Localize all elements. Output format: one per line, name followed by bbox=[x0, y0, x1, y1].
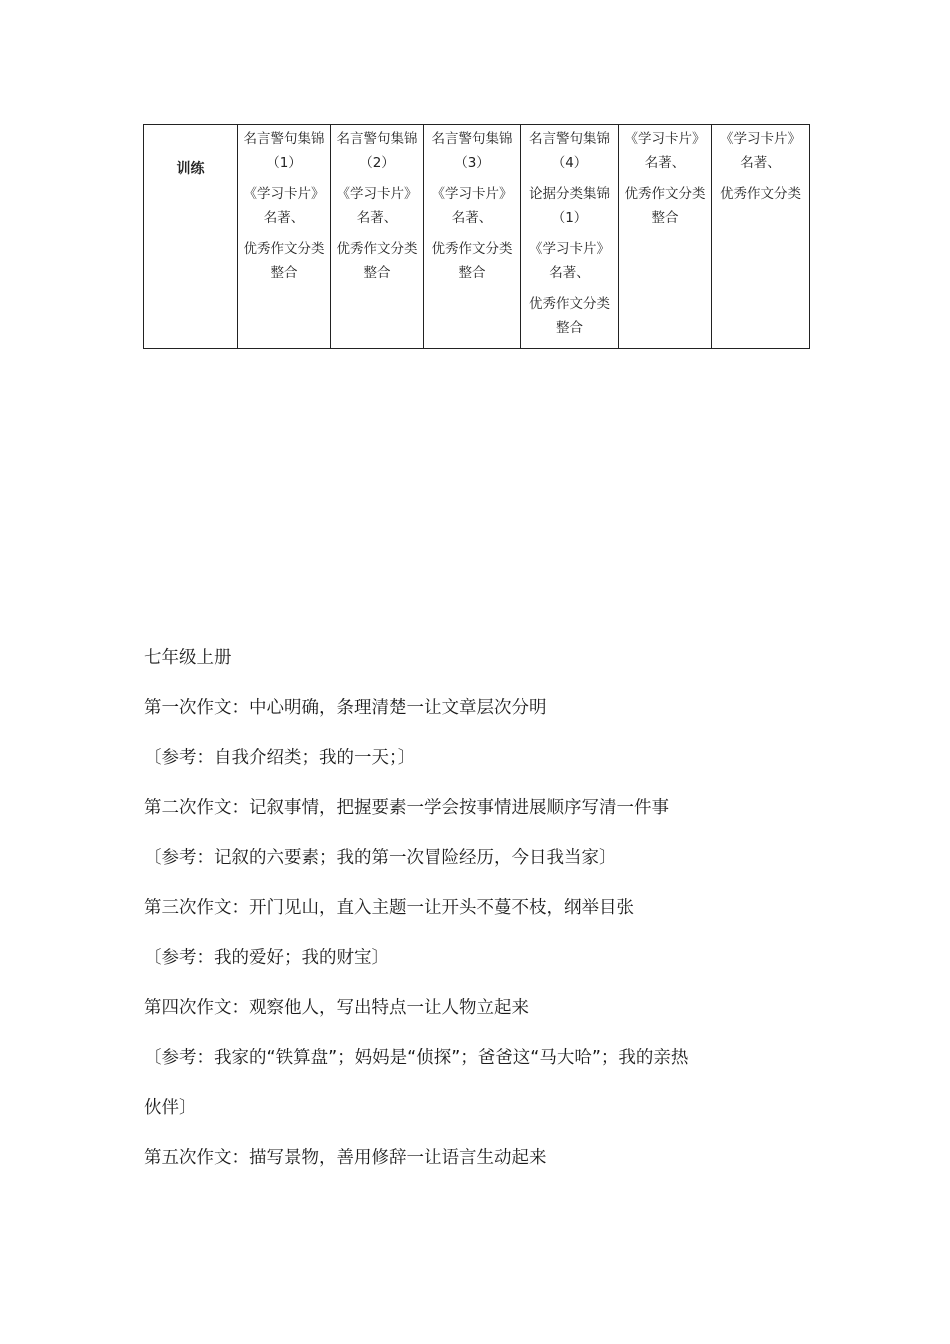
cell-text: 优秀作文分类 bbox=[243, 241, 325, 257]
cell-text: 《学习卡片》 bbox=[243, 186, 325, 202]
text-line: 第一次作文：中心明确，条理清楚一让文章层次分明 bbox=[144, 698, 547, 718]
cell-text: 名言警句集锦 bbox=[431, 131, 513, 147]
cell-entry bbox=[238, 127, 330, 175]
cell-text: （1） bbox=[266, 155, 302, 171]
cell-text: 整合 bbox=[363, 265, 391, 281]
text-line: 〔参考：我家的“铁算盘”；妈妈是“侦探”；爸爸这“马大哈”；我的亲热 bbox=[144, 1048, 689, 1068]
composition-list bbox=[144, 633, 824, 1183]
text-line: 第四次作文：观察他人，写出特点一让人物立起来 bbox=[144, 998, 529, 1018]
cell-entry bbox=[424, 182, 520, 230]
cell-entry bbox=[424, 237, 520, 285]
cell-text: 优秀作文分类 bbox=[529, 296, 610, 312]
cell-text: 名著、 bbox=[644, 155, 686, 171]
cell-text: 优秀作文分类 bbox=[431, 241, 513, 257]
cell-text: 《学习卡片》 bbox=[529, 241, 610, 257]
cell-text: 整合 bbox=[458, 265, 486, 281]
cell-entry bbox=[331, 182, 423, 230]
table-cell bbox=[331, 125, 424, 349]
cell-text: 名著、 bbox=[740, 155, 781, 171]
cell-text: （4） bbox=[551, 155, 588, 171]
cell-entry bbox=[424, 127, 520, 175]
row-header-cell bbox=[144, 125, 238, 349]
cell-text: 名言警句集锦 bbox=[529, 131, 610, 147]
cell-text: 《学习卡片》 bbox=[336, 186, 418, 202]
text-line: 伙伴〕 bbox=[144, 1098, 197, 1118]
cell-text: 优秀作文分类 bbox=[336, 241, 418, 257]
text-line: 第五次作文：描写景物，善用修辞一让语言生动起来 bbox=[144, 1148, 547, 1168]
text-line: 〔参考：自我介绍类；我的一天；〕 bbox=[144, 748, 416, 768]
cell-entry bbox=[331, 237, 423, 285]
text-line: 第三次作文：开门见山，直入主题一让开头不蔓不枝，纲举目张 bbox=[144, 898, 634, 918]
cell-entry bbox=[521, 182, 618, 230]
table-cell bbox=[619, 125, 712, 349]
cell-text: 名著、 bbox=[263, 210, 305, 226]
cell-entry bbox=[712, 127, 809, 175]
cell-entry bbox=[238, 182, 330, 230]
cell-text: 优秀作文分类 bbox=[720, 186, 801, 202]
section-heading: 七年级上册 bbox=[144, 648, 232, 668]
cell-text: 名言警句集锦 bbox=[336, 131, 418, 147]
table-row bbox=[144, 125, 810, 349]
cell-text: （1） bbox=[551, 210, 588, 226]
cell-entry bbox=[712, 182, 809, 206]
text-line: 〔参考：记叙的六要素；我的第一次冒险经历，今日我当家〕 bbox=[144, 848, 617, 868]
cell-text: 《学习卡片》 bbox=[624, 131, 706, 147]
cell-text: 《学习卡片》 bbox=[720, 131, 801, 147]
table-cell bbox=[238, 125, 331, 349]
cell-entry bbox=[521, 127, 618, 175]
cell-text: 整合 bbox=[270, 265, 298, 281]
cell-text: 名言警句集锦 bbox=[243, 131, 325, 147]
text-line: 〔参考：我的爱好；我的财宝〕 bbox=[144, 948, 389, 968]
cell-entry bbox=[619, 127, 711, 175]
cell-entry bbox=[619, 182, 711, 230]
cell-text: 《学习卡片》 bbox=[431, 186, 513, 202]
cell-text: 整合 bbox=[651, 210, 679, 226]
cell-text: （3） bbox=[454, 155, 490, 171]
cell-text: 名著、 bbox=[451, 210, 493, 226]
table-cell bbox=[712, 125, 810, 349]
table-cell bbox=[521, 125, 619, 349]
training-table bbox=[143, 124, 810, 349]
cell-text: 论据分类集锦 bbox=[529, 186, 610, 202]
cell-entry bbox=[238, 237, 330, 285]
cell-text: 优秀作文分类 bbox=[624, 186, 706, 202]
text-line: 第二次作文：记叙事情，把握要素一学会按事情进展顺序写清一件事 bbox=[144, 798, 669, 818]
cell-text: 名著、 bbox=[549, 265, 590, 281]
cell-entry bbox=[331, 127, 423, 175]
cell-entry bbox=[521, 237, 618, 285]
cell-text: 整合 bbox=[556, 320, 583, 336]
cell-entry bbox=[521, 292, 618, 340]
cell-text: 名著、 bbox=[356, 210, 398, 226]
cell-text: （2） bbox=[359, 155, 395, 171]
row-header-label: 训练 bbox=[176, 161, 205, 177]
table-cell bbox=[424, 125, 521, 349]
